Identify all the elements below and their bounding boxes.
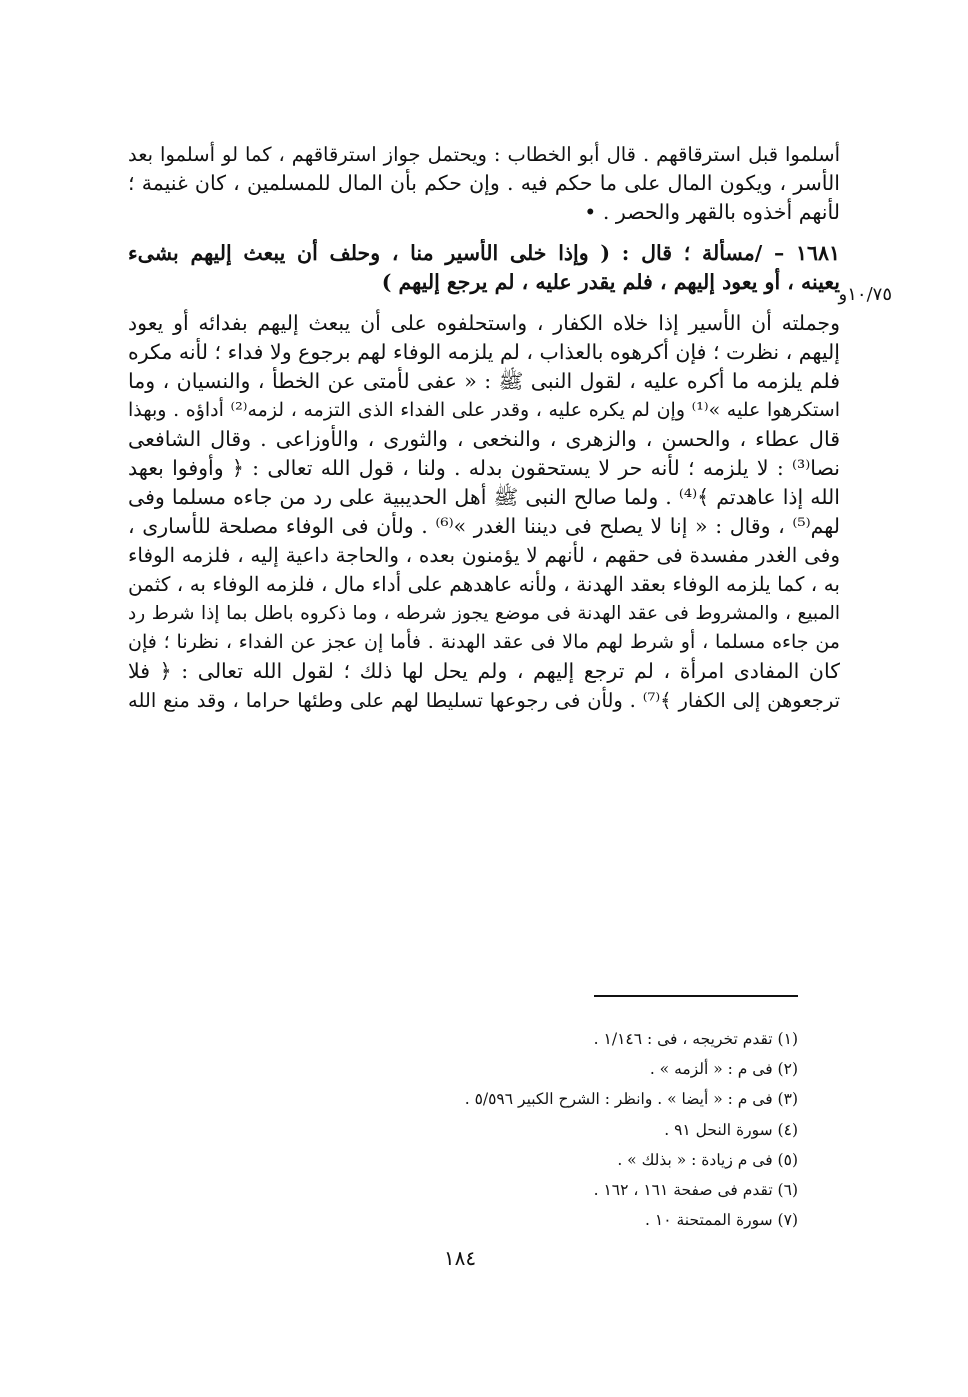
footnote: (٥) فى م زيادة : « بذلك » . (617, 1150, 798, 1169)
footnote: (٧) سورة الممتحنة ١٠ . (645, 1211, 798, 1230)
text-line: الأسر ، ويكون المال على ما حكم فيه . وإن حكم بأن المال للمسلمين ، كان غنيمة ؛ (128, 171, 840, 195)
section-heading (128, 239, 840, 297)
text-line: كان المفادى امرأة ، لم ترجع إليهم ، ولم يحل لها ذلك ؛ لقول الله تعالى : ﴿ فلا (128, 659, 840, 683)
text-line: أسلموا قبل استرقاقهم . قال أبو الخطاب : ويحتمل جواز استرقاقهم ، كما لو أسلموا بعد (128, 143, 840, 166)
footnote: (٤) سورة النحل ٩١ . (664, 1120, 798, 1139)
text-line: قال عطاء ، والحسن ، والزهرى ، والنخعى ، والثورى ، والأوزاعى . وقال الشافعى (128, 427, 840, 451)
paragraph-gap (128, 227, 840, 239)
text-line: فلم يلزمه ما أكره عليه ، لقول النبى ﷺ : « عفى لأمتى عن الخطأ ، والنسيان ، وما (128, 369, 840, 393)
text-line: ترجعوهن إلى الكفار ﴾⁽⁷⁾ . ولأن فى رجوعها تسليطا لهم على وطئها حراما ، وقد منع الله (128, 689, 840, 712)
footnote-divider (594, 995, 798, 997)
text-line: من جاءه مسلما ، أو شرط لهم مالا فى عقد الهدنة . فأما إن عجز عن الفداء ، نظرنا ؛ فإن (128, 631, 840, 653)
text-line: لأنهم أخذوه بالقهر والحصر . • (584, 200, 840, 224)
text-line: إليهم ، نظرت ؛ فإن أكرهوه بالعذاب ، لم يلزمه الوفاء لهم برجوع ولا فداء ؛ لأنه مكره (128, 340, 840, 364)
page-number: ١٨٤ (443, 1246, 477, 1270)
footnotes (380, 1024, 798, 1235)
main-text (128, 140, 840, 715)
footnote: (٢) فى م : « ألزمه » . (649, 1060, 798, 1079)
text-line: به ، كما يلزمه الوفاء بعقد الهدنة ، ولأنه عاهدهم على أداء مال ، فلزمه الوفاء به ، كثمن (128, 572, 840, 596)
footnote: (٦) تقدم فى صفحة ١٦١ ، ١٦٢ . (593, 1181, 798, 1200)
heading-line: يعينه ، أو يعود إليهم ، فلم يقدر عليه ، لم يرجع إليهم ) (381, 270, 840, 294)
footnote: (٣) فى م : « أيضا » . وانظر : الشرح الكبير ٥/٥٩٦ . (464, 1090, 798, 1109)
heading-line: ١٦٨١ – /مسألة ؛ قال : ( وإذا خلى الأسير منا ، وحلف أن يبعث إليهم بشىء (128, 241, 840, 265)
text-line: استكرهوا عليه »⁽¹⁾ وإن لم يكره عليه ، وقدر على الفداء الذى التزمه ، لزمه⁽²⁾ أداؤه . وبهذا (128, 399, 840, 421)
text-line: الله إذا عاهدتم ﴾⁽⁴⁾ . ولما صالح النبى ﷺ أهل الحديبية على رد من جاءه مسلما وفى (128, 485, 840, 509)
text-line: نصا⁽³⁾ : لا يلزمه ؛ لأنه حر لا يستحقون بدله . ولنا ، قول الله تعالى : ﴿ وأوفوا بعهد (128, 456, 840, 480)
text-line: لهم⁽⁵⁾ ، وقال : « إنا لا يصلح فى ديننا الغدر »⁽⁶⁾ . ولأن فى الوفاء مصلحة للأسارى ، (128, 514, 840, 538)
footnote: (١) تقدم تخريجه ، فى : ١/١٤٦ . (593, 1030, 798, 1048)
margin-reference: ١٠/٧٥و (838, 284, 892, 305)
paragraph-2 (128, 309, 840, 715)
text-line: وفى الغدر مفسدة فى حقهم ، لأنهم لا يؤمنون بعده ، والحاجة داعية إليه ، فلزمه الوفاء (128, 543, 840, 567)
paragraph-gap (128, 297, 840, 309)
text-line: وجملته أن الأسير إذا خلاه الكفار ، واستحلفوه على أن يبعث إليهم بفدائه أو يعود (128, 311, 840, 335)
text-line: المبيع ، والمشروط فى عقد الهدنة فى موضع يجوز شرطه ، وما ذكروه باطل بما إذا شرط رد (128, 603, 840, 624)
paragraph-1 (128, 140, 840, 227)
